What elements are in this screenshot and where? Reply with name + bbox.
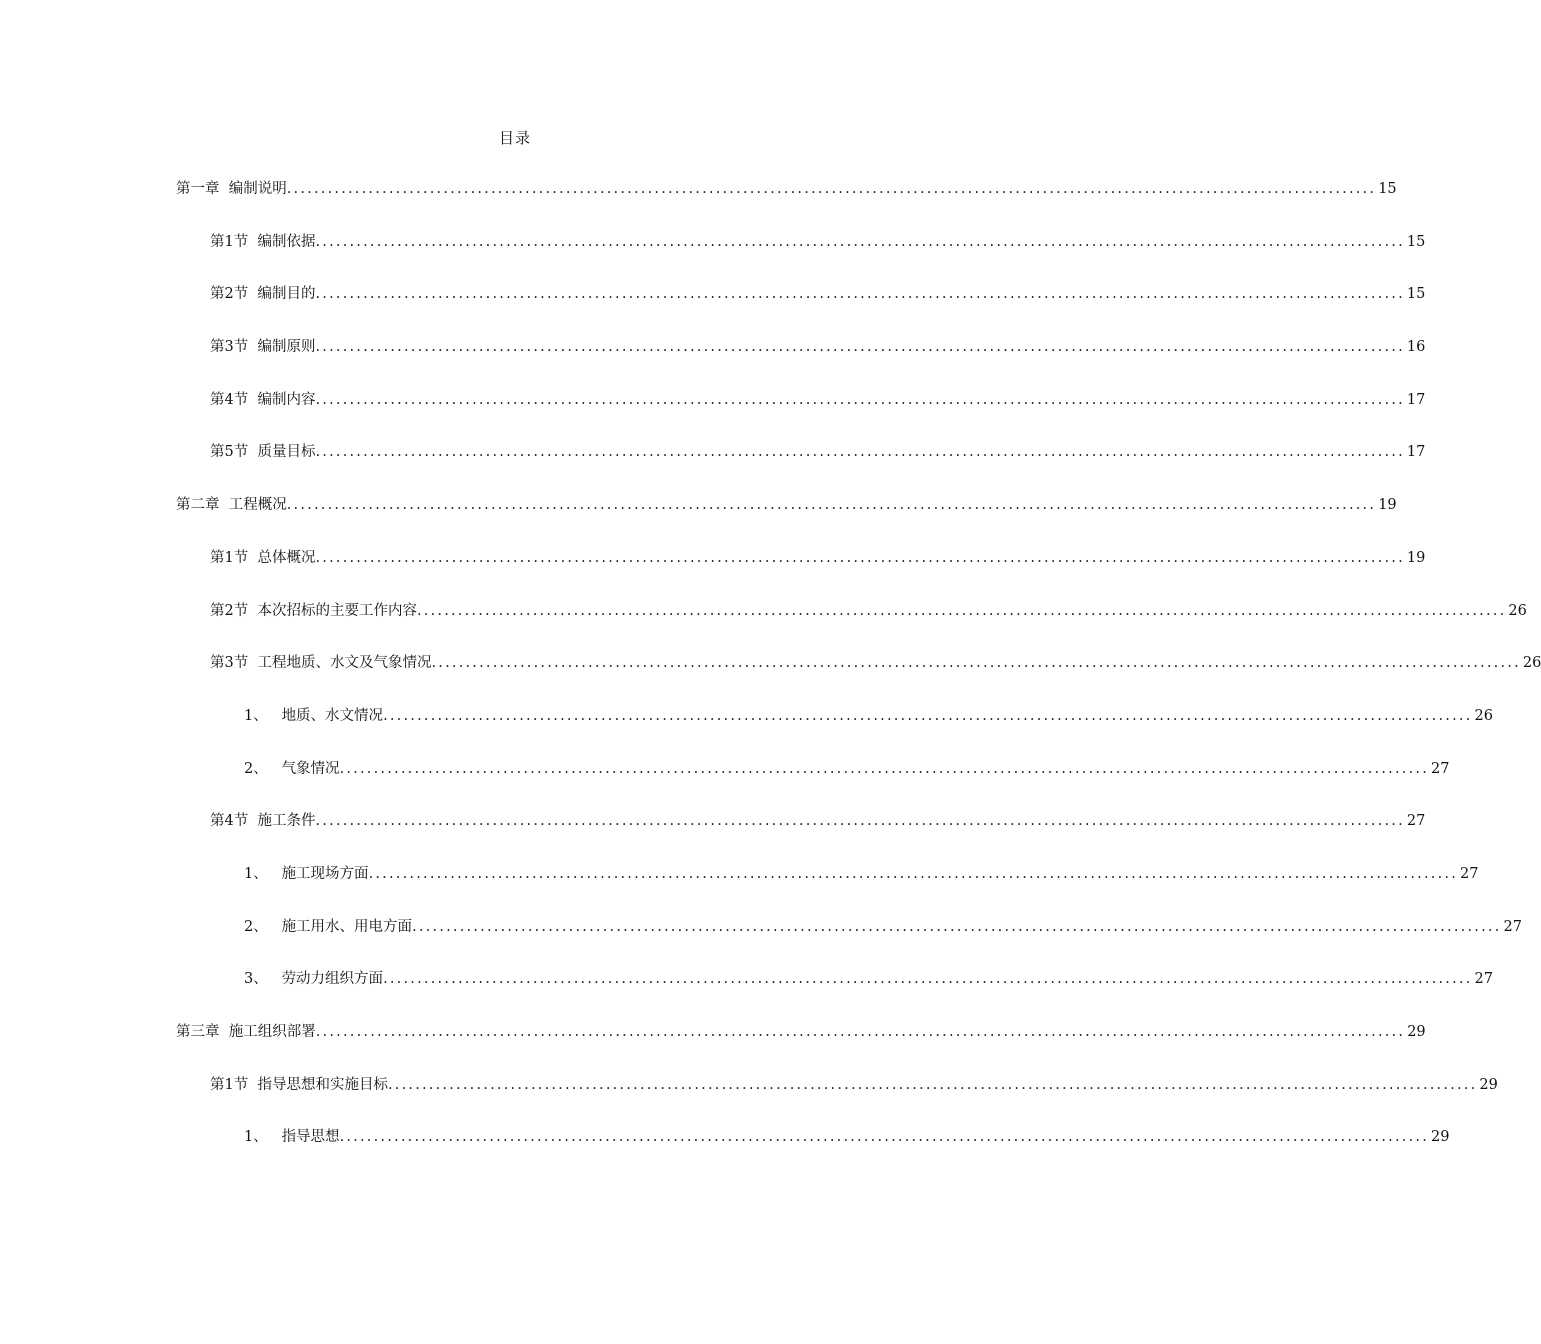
toc-entry-text: 本次招标的主要工作内容 bbox=[257, 602, 417, 619]
toc-entry[interactable] bbox=[0, 494, 1397, 547]
toc-entry[interactable] bbox=[0, 1126, 1450, 1179]
toc-entry-page-number: 15 bbox=[1378, 181, 1397, 197]
toc-entry-page-number: 27 bbox=[1431, 760, 1450, 777]
toc-entry-line bbox=[210, 231, 1425, 253]
toc-entry-text: 劳动力组织方面 bbox=[281, 971, 384, 988]
toc-entry[interactable] bbox=[0, 705, 1493, 758]
toc-entry-text: 编制原则 bbox=[257, 339, 316, 356]
toc-entry-line bbox=[176, 1021, 1426, 1043]
toc-entry-number: 2、 bbox=[244, 760, 282, 777]
toc-entry-number: 第5节 bbox=[210, 444, 258, 461]
toc-entry-text: 指导思想和实施目标 bbox=[257, 1076, 388, 1093]
toc-entry-page-number: 16 bbox=[1406, 339, 1426, 356]
toc-entry-text: 地质、水文情况 bbox=[281, 707, 384, 724]
toc-entry-page-number: 27 bbox=[1503, 918, 1522, 935]
toc-entry-line bbox=[244, 863, 1478, 885]
toc-entry-number: 第3节 bbox=[210, 339, 258, 356]
toc-entry[interactable] bbox=[0, 336, 1426, 389]
toc-entry-line bbox=[244, 1126, 1449, 1148]
toc-dot-leader bbox=[431, 652, 1520, 674]
toc-dot-leader bbox=[383, 968, 1472, 990]
toc-entry[interactable] bbox=[0, 1021, 1426, 1074]
toc-entry-line bbox=[244, 968, 1493, 990]
toc-entry-page-number: 19 bbox=[1406, 549, 1426, 566]
toc-dot-leader bbox=[315, 389, 1404, 411]
toc-entry-page-number: 26 bbox=[1474, 707, 1493, 724]
toc-entry[interactable] bbox=[0, 863, 1479, 916]
toc-entry-text: 气象情况 bbox=[281, 760, 340, 777]
toc-entry-page-number: 29 bbox=[1431, 1129, 1450, 1146]
toc-dot-leader bbox=[412, 916, 1501, 938]
toc-entry-text: 施工组织部署 bbox=[228, 1024, 316, 1040]
toc-entry-page-number: 29 bbox=[1479, 1076, 1498, 1093]
toc-entry-text: 施工用水、用电方面 bbox=[281, 918, 413, 935]
toc-entry-line bbox=[244, 916, 1522, 938]
toc-dot-leader bbox=[315, 283, 1404, 305]
toc-dot-leader bbox=[316, 1021, 1405, 1043]
toc-entry-page-number: 26 bbox=[1522, 655, 1541, 672]
toc-entry[interactable] bbox=[0, 600, 1527, 653]
toc-entry-number: 3、 bbox=[244, 971, 282, 988]
toc-entry-page-number: 27 bbox=[1460, 865, 1479, 882]
toc-entry-number: 1、 bbox=[244, 865, 282, 882]
toc-entry-text: 编制说明 bbox=[228, 181, 287, 197]
toc-entry-text: 编制目的 bbox=[257, 286, 316, 303]
toc-entry-line bbox=[210, 1074, 1498, 1096]
toc-dot-leader bbox=[340, 758, 1429, 780]
toc-entry-number: 第1节 bbox=[210, 1076, 258, 1093]
toc-entry-number: 第4节 bbox=[210, 391, 258, 408]
toc-entry-text: 质量目标 bbox=[257, 444, 316, 461]
toc-entry-number: 第1节 bbox=[210, 549, 258, 566]
toc-entry-page-number: 27 bbox=[1474, 971, 1493, 988]
toc-entry-number: 第二章 bbox=[176, 497, 229, 514]
toc-dot-leader bbox=[315, 547, 1404, 569]
toc-entry-page-number: 15 bbox=[1406, 233, 1426, 250]
toc-entry[interactable] bbox=[0, 441, 1426, 494]
toc-entry[interactable] bbox=[0, 547, 1426, 600]
toc-dot-leader bbox=[287, 494, 1376, 516]
toc-entry-line bbox=[244, 705, 1493, 727]
toc-entry-page-number: 17 bbox=[1406, 391, 1426, 408]
toc-entry[interactable] bbox=[0, 283, 1426, 336]
toc-dot-leader bbox=[340, 1126, 1429, 1148]
toc-entry-number: 第1节 bbox=[210, 233, 258, 250]
toc-entry-page-number: 17 bbox=[1406, 444, 1426, 461]
toc-entry-line bbox=[244, 758, 1449, 780]
toc-entry-line bbox=[176, 178, 1397, 200]
toc-entry-number: 2、 bbox=[244, 918, 282, 935]
toc-dot-leader bbox=[388, 1074, 1477, 1096]
toc-entry-number: 1、 bbox=[244, 707, 282, 724]
toc-entry-page-number: 29 bbox=[1407, 1024, 1426, 1040]
toc-dot-leader bbox=[369, 863, 1458, 885]
toc-entry-line bbox=[210, 389, 1425, 411]
toc-entry-line bbox=[210, 336, 1425, 358]
toc-entry[interactable] bbox=[0, 1074, 1498, 1127]
toc-entry-line bbox=[210, 283, 1425, 305]
toc-entry-number: 第4节 bbox=[210, 813, 258, 830]
toc-entry-line bbox=[210, 441, 1425, 463]
toc-title: 目录 bbox=[498, 129, 531, 147]
toc-entry[interactable] bbox=[0, 389, 1426, 442]
toc-entry-number: 第2节 bbox=[210, 602, 258, 619]
toc-entry-number: 第三章 bbox=[176, 1024, 229, 1040]
toc-entry-text: 编制依据 bbox=[257, 233, 316, 250]
toc-entry-text: 指导思想 bbox=[281, 1129, 340, 1146]
toc-entry-number: 1、 bbox=[244, 1129, 282, 1146]
toc-dot-leader bbox=[417, 600, 1506, 622]
toc-dot-leader bbox=[287, 178, 1376, 200]
toc-entry-line bbox=[210, 600, 1527, 622]
toc-entry-page-number: 19 bbox=[1378, 497, 1397, 514]
toc-dot-leader bbox=[315, 810, 1404, 832]
toc-entry[interactable] bbox=[0, 231, 1426, 284]
toc-dot-leader bbox=[315, 336, 1404, 358]
toc-list bbox=[0, 178, 1541, 1179]
toc-entry-text: 工程概况 bbox=[228, 497, 287, 514]
toc-dot-leader bbox=[315, 441, 1404, 463]
toc-entry[interactable] bbox=[0, 968, 1493, 1021]
toc-entry-page-number: 15 bbox=[1406, 286, 1426, 303]
toc-entry-line bbox=[210, 547, 1425, 569]
toc-entry-number: 第2节 bbox=[210, 286, 258, 303]
toc-entry-line bbox=[176, 494, 1397, 516]
toc-entry-page-number: 27 bbox=[1406, 813, 1426, 830]
toc-entry-text: 总体概况 bbox=[257, 549, 316, 566]
toc-entry[interactable] bbox=[0, 758, 1450, 811]
toc-dot-leader bbox=[383, 705, 1472, 727]
toc-entry-line bbox=[210, 652, 1541, 674]
toc-entry[interactable] bbox=[0, 652, 1541, 705]
toc-entry-number: 第一章 bbox=[176, 181, 229, 197]
toc-entry[interactable] bbox=[0, 916, 1522, 969]
toc-entry-page-number: 26 bbox=[1508, 602, 1527, 619]
toc-entry-text: 编制内容 bbox=[257, 391, 316, 408]
toc-entry-text: 施工条件 bbox=[257, 813, 316, 830]
toc-dot-leader bbox=[315, 231, 1404, 253]
toc-entry[interactable] bbox=[0, 178, 1397, 231]
toc-entry-line bbox=[210, 810, 1425, 832]
toc-entry-text: 工程地质、水文及气象情况 bbox=[257, 655, 432, 672]
toc-entry-number: 第3节 bbox=[210, 655, 258, 672]
toc-entry-text: 施工现场方面 bbox=[281, 865, 369, 882]
toc-entry[interactable] bbox=[0, 810, 1426, 863]
